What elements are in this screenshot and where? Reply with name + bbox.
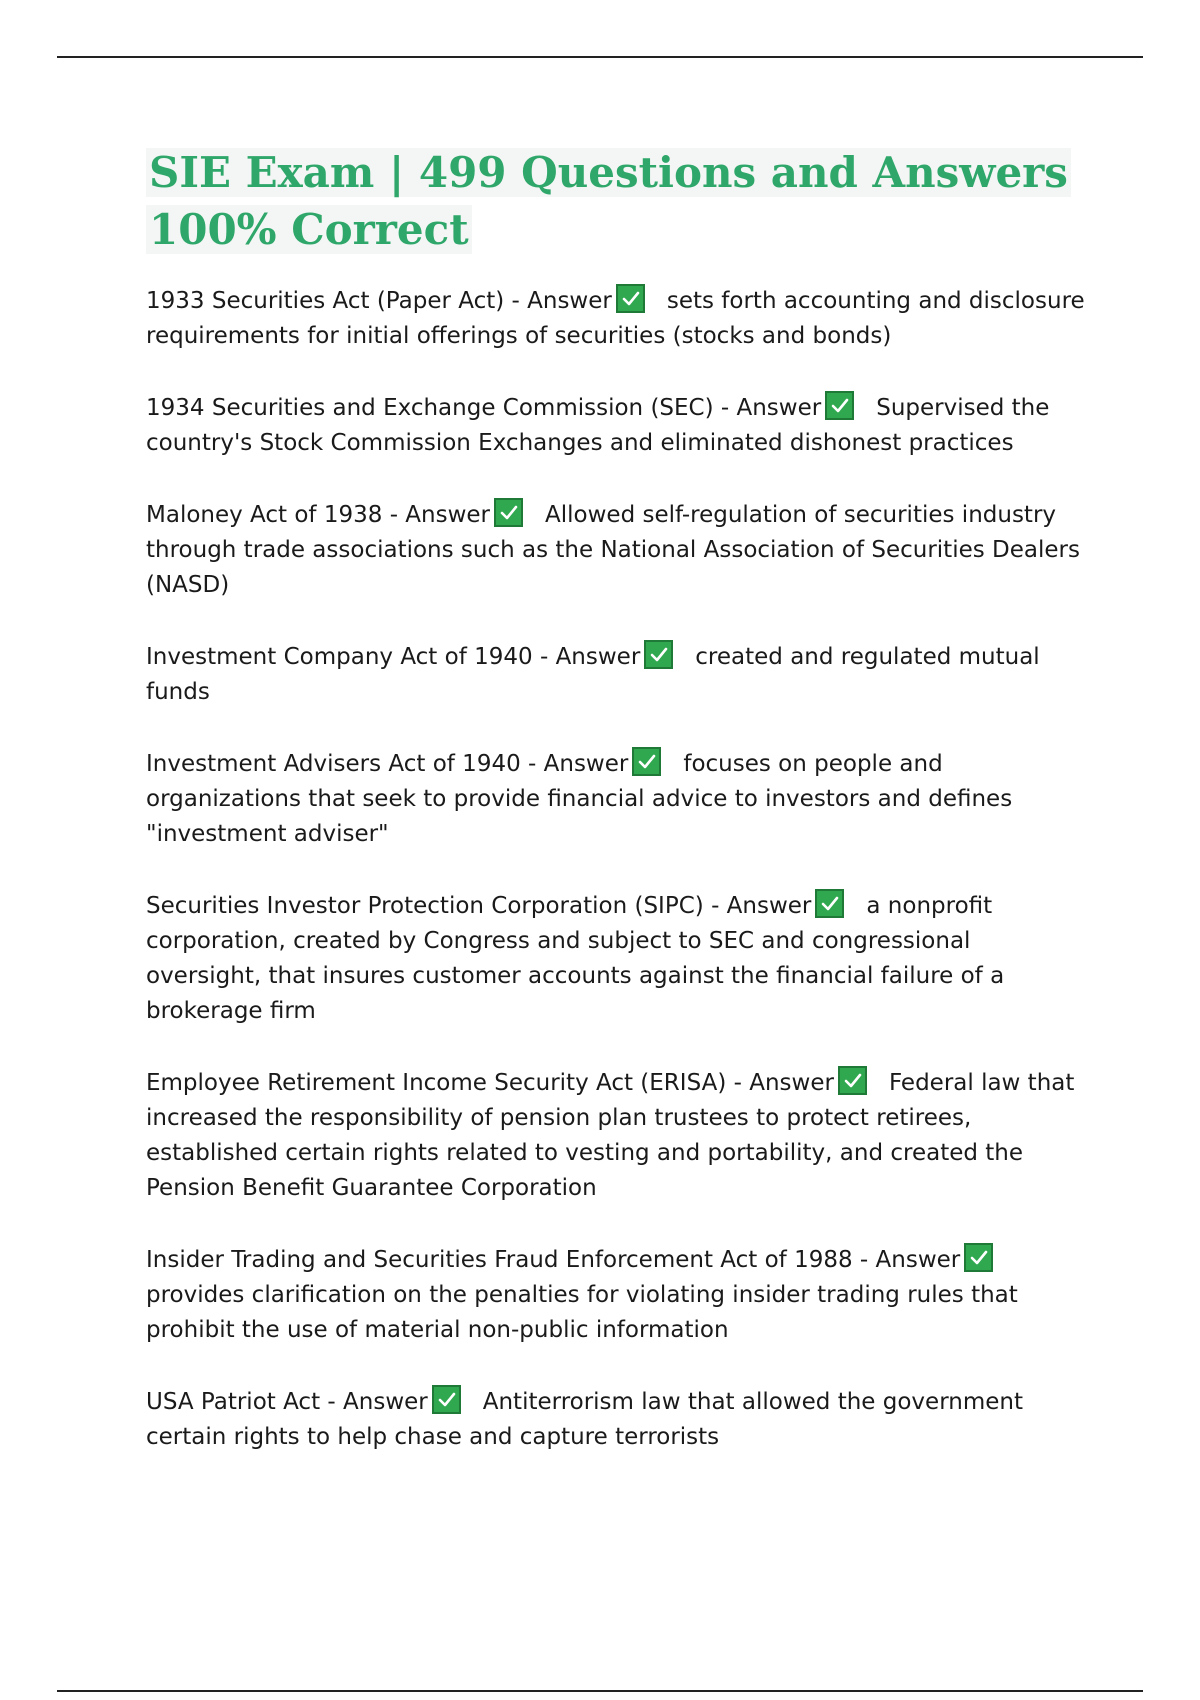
check-mark-icon [432, 1385, 461, 1414]
qa-definition: Antiterrorism law that allowed the government certain rights to help chase and capture terrorists [146, 1389, 1023, 1450]
title-line-1: SIE Exam | 499 Questions and Answers [146, 148, 1071, 197]
answer-marker: - Answer [733, 1070, 834, 1096]
qa-item [146, 284, 1086, 354]
qa-definition: created and regulated mutual funds [146, 644, 1040, 705]
qa-term: Investment Advisers Act of 1940 [146, 751, 521, 777]
title-line-2: 100% Correct [146, 205, 472, 254]
qa-definition: focuses on people and organizations that seek to provide financial advice to investors and defines "investment adviser" [146, 751, 1013, 847]
page-title [146, 144, 1086, 258]
check-mark-icon [616, 284, 645, 313]
answer-marker: - Answer [389, 502, 491, 528]
qa-definition: provides clarification on the penalties for violating insider trading rules that prohibit the use of material non-public information [146, 1282, 1018, 1343]
qa-definition: Supervised the country's Stock Commission Exchanges and eliminated dishonest practices [146, 395, 1050, 456]
qa-item [146, 747, 1086, 852]
answer-marker: - Answer [859, 1247, 961, 1273]
document-body [146, 144, 1086, 1492]
qa-item [146, 1066, 1086, 1206]
qa-item [146, 498, 1086, 603]
qa-term: Securities Investor Protection Corporation (SIPC) [146, 893, 704, 919]
qa-definition: Federal law that increased the responsibility of pension plan trustees to protect retirees, established certain rights related to vesting and portability, and created the Pension Benefit Guarantee Corporation [146, 1070, 1075, 1201]
answer-marker: - Answer [511, 288, 612, 314]
qa-item [146, 640, 1086, 710]
qa-term: 1933 Securities Act (Paper Act) [146, 288, 505, 314]
bottom-rule [57, 1690, 1143, 1692]
check-mark-icon [632, 747, 661, 776]
check-mark-icon [494, 498, 523, 527]
qa-item [146, 889, 1086, 1029]
qa-term: 1934 Securities and Exchange Commission (SEC) [146, 395, 714, 421]
qa-term: USA Patriot Act [146, 1389, 321, 1415]
check-mark-icon [644, 640, 673, 669]
answer-marker: - Answer [720, 395, 822, 421]
answer-marker: - Answer [711, 893, 812, 919]
qa-item [146, 1243, 1086, 1348]
qa-definition: a nonprofit corporation, created by Congress and subject to SEC and congressional oversight, that insures customer accounts against the financial failure of a brokerage firm [146, 893, 1005, 1024]
top-rule [57, 56, 1143, 58]
qa-term: Investment Company Act of 1940 [146, 644, 533, 670]
qa-definition: Allowed self-regulation of securities industry through trade associations such as the National Association of Securities Dealers (NASD) [146, 502, 1080, 598]
answer-marker: - Answer [539, 644, 641, 670]
qa-definition: sets forth accounting and disclosure requirements for initial offerings of securities (stocks and bonds) [146, 288, 1085, 349]
check-mark-icon [838, 1066, 867, 1095]
qa-item [146, 1385, 1086, 1455]
answer-marker: - Answer [327, 1389, 428, 1415]
check-mark-icon [825, 391, 854, 420]
qa-term: Maloney Act of 1938 [146, 502, 383, 528]
qa-term: Employee Retirement Income Security Act (ERISA) [146, 1070, 727, 1096]
qa-item [146, 391, 1086, 461]
qa-list [146, 284, 1086, 1455]
check-mark-icon [964, 1243, 993, 1272]
answer-marker: - Answer [528, 751, 629, 777]
check-mark-icon [815, 889, 844, 918]
qa-term: Insider Trading and Securities Fraud Enforcement Act of 1988 [146, 1247, 853, 1273]
